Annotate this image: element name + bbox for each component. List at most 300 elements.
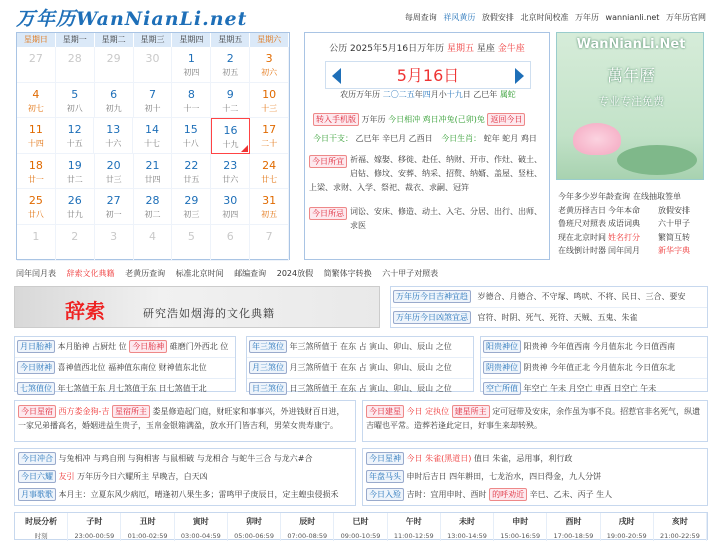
nav-link[interactable]: 闰年闰月表 <box>16 269 56 278</box>
mansion-name: 西方娄金狗-吉 <box>58 407 110 416</box>
lunar-date-line <box>305 89 551 100</box>
hour-name: 寅时 <box>175 513 228 531</box>
day-number: 12 <box>67 123 82 137</box>
day-number: 23 <box>223 158 238 172</box>
day-number: 28 <box>67 52 82 65</box>
row-text: 吉时：宜用申时、酉时 <box>406 490 487 499</box>
row-label: 今日冲合 <box>18 452 56 465</box>
row-text: 本月胎神 占厨灶 位 <box>57 342 127 351</box>
lunar-label: 农历万年历 <box>340 90 381 99</box>
inauspicious-text: 官符、时阴、死气、死符、天贼、五鬼、朱雀 <box>477 313 638 322</box>
conflict-label: 今日相冲 <box>388 115 421 124</box>
back-to-today-button[interactable]: 返回今日 <box>487 113 525 126</box>
calendar-day[interactable] <box>211 189 250 225</box>
lunar-day: 廿七 <box>261 174 278 184</box>
day-number: 29 <box>184 194 199 208</box>
nav-link[interactable]: 老黄历查询 <box>125 269 166 278</box>
calendar-week <box>17 83 289 119</box>
secondary-nav <box>16 268 456 279</box>
weekday-label: 星期日 <box>17 33 56 47</box>
lunar-day: 十九 <box>446 90 463 99</box>
zodiac-sign: 金牛座 <box>497 44 525 54</box>
auspicious-label: 万年历今日吉神宜趋 <box>393 290 471 303</box>
nav-link[interactable]: 辞索文化典籍 <box>66 269 115 278</box>
calendar-day[interactable] <box>56 118 95 154</box>
side-row <box>558 231 708 245</box>
calendar-day[interactable] <box>250 154 289 190</box>
header-link[interactable]: 祥风黄历 <box>443 13 476 22</box>
today-marker-icon <box>241 145 248 152</box>
big-date <box>325 61 531 89</box>
hour-name: 丑时 <box>121 513 174 531</box>
liuyao-value: 友引 <box>58 472 75 481</box>
cisuo-title: 辞索 <box>65 299 105 323</box>
day-number: 1 <box>187 52 195 65</box>
side-row <box>558 217 708 231</box>
banner-calligraphy: 萬年曆 <box>606 66 655 85</box>
day-number: 11 <box>28 123 43 137</box>
day-number: 17 <box>262 123 277 137</box>
panel-row <box>15 337 235 357</box>
lotus-leaf-icon <box>617 145 697 175</box>
lunar-day: 初二 <box>144 210 161 220</box>
weekday-label: 星期三 <box>134 33 173 47</box>
calendar-day[interactable] <box>56 83 95 119</box>
hour-name: 卯时 <box>228 513 281 531</box>
day-number: 7 <box>265 229 273 243</box>
calendar-grid <box>17 47 289 261</box>
promo-banner[interactable] <box>556 32 704 180</box>
panel-row <box>15 378 235 399</box>
star-god-value: 今日 朱雀(黑道日) <box>406 454 472 463</box>
day-number: 10 <box>262 87 277 101</box>
hour-name: 午时 <box>388 513 441 531</box>
calendar-day[interactable] <box>172 225 211 261</box>
calendar-day[interactable] <box>172 47 211 83</box>
day-number: 3 <box>110 229 118 243</box>
day-number: 5 <box>187 229 195 243</box>
row-label: 年盘马头 <box>366 470 404 483</box>
day-number: 31 <box>262 194 277 208</box>
hour-name: 未时 <box>441 513 494 531</box>
row-label: 今日六耀 <box>18 470 56 483</box>
calendar-week <box>17 189 289 225</box>
side-title-row <box>558 190 708 204</box>
day-number: 6 <box>110 87 118 101</box>
calendar-week <box>17 47 289 83</box>
day-number: 28 <box>145 194 160 208</box>
lunar-day: 初五 <box>222 68 239 77</box>
panel-row <box>481 337 707 357</box>
zodiac-animal: 属蛇 <box>499 90 516 99</box>
solar-date-line <box>305 41 549 54</box>
inauspicious-row <box>391 307 707 327</box>
calendar-day[interactable] <box>211 83 250 119</box>
jian-text: 定可冠带及安床，余作虽为事不良。招惹官非名死气，纵遗吉曜也平常。造葬若逢此定日，好事生来却转殃。 <box>366 407 701 430</box>
weekday-label: 星期一 <box>56 33 95 47</box>
hour-name: 时辰分析 <box>15 513 68 531</box>
fetal-god-panel <box>14 336 236 392</box>
lunar-day: 十三 <box>261 103 278 113</box>
panel-row <box>247 357 473 378</box>
hour-names-row <box>15 513 707 531</box>
ganzhi-label: 今日干支： <box>313 134 353 143</box>
day-number: 20 <box>106 158 121 172</box>
calendar-day[interactable] <box>134 225 173 261</box>
side-link[interactable]: 六十甲子 <box>658 219 690 228</box>
calendar-day[interactable] <box>17 47 56 83</box>
hour-time: 11:00-12:59 <box>388 531 441 541</box>
calendar-day[interactable] <box>56 225 95 261</box>
hour-time: 01:00-02:59 <box>121 531 174 541</box>
star-god-panel <box>362 448 708 506</box>
calendar-day[interactable] <box>250 47 289 83</box>
side-link[interactable]: 成语词典 <box>608 219 640 228</box>
day-number: 7 <box>149 87 156 101</box>
day-number: 19 <box>67 158 82 172</box>
day-number: 9 <box>226 87 234 101</box>
lunar-day: 十四 <box>27 139 44 149</box>
calendar-day[interactable] <box>250 118 289 154</box>
calendar-day[interactable] <box>95 189 134 225</box>
day-number: 15 <box>183 123 198 137</box>
hour-name: 戌时 <box>601 513 654 531</box>
lunar-day: 廿五 <box>183 174 200 184</box>
today-suitable <box>309 153 547 195</box>
lunar-day: 初一 <box>105 210 122 220</box>
panel-row <box>15 357 235 378</box>
calendar-day[interactable] <box>17 118 56 154</box>
calendar-day[interactable] <box>133 118 172 154</box>
hour-name: 酉时 <box>547 513 600 531</box>
row-text: 月三煞所值于 在东 占 寅山、卯山、辰山 之位 <box>289 363 452 372</box>
hour-time: 时刻 <box>15 531 68 541</box>
header-links <box>401 12 706 23</box>
calendar-day[interactable] <box>17 154 56 190</box>
nav-link[interactable]: 六十甲子对照表 <box>382 269 439 278</box>
jian-name: 今日 定执位 <box>406 407 450 416</box>
day-number: 4 <box>149 229 156 243</box>
calendar-day[interactable] <box>211 154 250 190</box>
calendar-day[interactable] <box>211 118 251 154</box>
calendar-day[interactable] <box>94 118 133 154</box>
next-day-arrow-icon[interactable] <box>515 68 524 84</box>
side-row <box>558 244 708 258</box>
row-label: 的呼劝近 <box>489 488 527 501</box>
row-label: 空亡所值 <box>483 382 521 395</box>
inauspicious-label: 万年历今日凶煞宜忌 <box>393 311 471 324</box>
weekday-label: 星期五 <box>211 33 250 47</box>
lunar-day: 初十 <box>144 103 161 113</box>
row-text: 万年历今日六耀所主 早晚吉，白天凶 <box>77 472 208 481</box>
side-link[interactable]: 鲁班尺对照表 <box>558 219 606 228</box>
row-text: 本月主：立夏东风少病厄，晴逢初八果生多；雷鸣甲子庚辰日，定主蝗虫侵损禾 <box>58 490 339 499</box>
panel-row <box>366 468 704 486</box>
lunar-day: 廿二 <box>66 174 83 184</box>
lunar-day: 廿四 <box>144 174 161 184</box>
day-number: 5 <box>71 87 79 101</box>
day-number: 4 <box>32 87 40 101</box>
lunar-day: 十九 <box>222 140 239 150</box>
panel-row <box>247 378 473 399</box>
shengxiao-label: 今日生肖： <box>441 134 482 143</box>
calendar-day[interactable] <box>211 225 250 261</box>
zodiac-label: 星座 <box>476 44 495 54</box>
auspicious-panel <box>390 286 708 328</box>
day-number: 24 <box>262 158 277 172</box>
calendar-week <box>17 154 289 190</box>
lunar-day: 十一 <box>183 103 200 113</box>
day-number: 13 <box>106 123 121 137</box>
lunar-day: 廿九 <box>66 210 83 220</box>
calendar-day[interactable] <box>172 189 211 225</box>
mobile-version-button[interactable]: 转入手机版 <box>313 113 359 126</box>
lunar-day: 初四 <box>183 68 200 77</box>
day-number: 16 <box>223 124 238 138</box>
calendar-day[interactable] <box>172 154 211 190</box>
suitable-label: 今日所宜 <box>309 155 347 168</box>
row-label: 今日星宿 <box>18 405 56 418</box>
row-label: 阳贵神位 <box>483 340 521 353</box>
row-label: 月三煞位 <box>249 361 287 374</box>
nav-link[interactable]: 邮编查询 <box>234 269 267 278</box>
header <box>0 0 720 32</box>
panel-row <box>18 450 352 468</box>
calendar-day[interactable] <box>250 189 289 225</box>
side-links <box>558 190 708 258</box>
calendar-day[interactable] <box>95 83 134 119</box>
side-link[interactable]: 今年多少岁年龄查询 <box>558 192 630 201</box>
lunar-day: 十二 <box>222 103 239 113</box>
hour-time: 07:00-08:59 <box>281 531 334 541</box>
calendar-day[interactable] <box>134 83 173 119</box>
row-label: 阴贵神位 <box>483 361 521 374</box>
row-text: 值日 朱雀，忌用事，利行政 <box>473 454 573 463</box>
weekday-label: 星期二 <box>95 33 134 47</box>
header-link[interactable]: wannianli.net <box>605 13 660 22</box>
side-link[interactable]: 姓名打分 <box>608 232 640 242</box>
day-number: 29 <box>106 52 121 65</box>
calendar-day[interactable] <box>56 189 95 225</box>
side-link[interactable]: 繁简互转 <box>658 232 690 242</box>
row-text: 与兔相冲 与鸡自刑 与狗相害 与鼠相破 与龙相合 与蛇牛三合 与龙六#合 <box>58 454 313 463</box>
nav-link[interactable]: 简繁体字转换 <box>323 269 372 278</box>
row-text: 辛巳、乙未、丙子 生人 <box>529 490 613 499</box>
hour-time: 09:00-10:59 <box>334 531 387 541</box>
side-link[interactable]: 新华字典 <box>658 246 690 255</box>
day-number: 8 <box>187 87 195 101</box>
day-number: 1 <box>32 229 40 243</box>
hour-time: 21:00-22:59 <box>654 531 707 541</box>
lunar-year-unit: 年 <box>414 90 423 99</box>
shengxiao-value: 蛇年 蛇月 鸡日 <box>483 134 537 143</box>
row-text: 喜神值西北位 <box>57 363 106 372</box>
cisuo-subtitle: 研究浩如烟海的文化典籍 <box>143 307 275 320</box>
hour-time: 17:00-18:59 <box>547 531 600 541</box>
side-link[interactable]: 放假安排 <box>658 205 690 215</box>
auspicious-row <box>391 287 707 307</box>
cisuo-banner[interactable] <box>14 286 380 328</box>
calendar-week <box>17 118 289 154</box>
lunar-day: 十六 <box>105 139 122 149</box>
side-link[interactable]: 现在北京时间 <box>558 232 606 242</box>
hour-time: 13:00-14:59 <box>441 531 494 541</box>
side-link[interactable]: 老黄历择吉日 <box>558 205 606 215</box>
lunar-day: 初五 <box>261 210 278 220</box>
side-link[interactable]: 今年本命 <box>608 205 640 215</box>
date-info-panel <box>304 32 550 260</box>
calendar-day[interactable] <box>17 189 56 225</box>
calendar-day[interactable] <box>250 83 289 119</box>
panel-row <box>481 378 707 399</box>
lunar-day: 初九 <box>105 103 122 113</box>
calendar-day[interactable] <box>134 189 173 225</box>
weekday: 星期五 <box>447 44 475 54</box>
row-text: 碓磨门外西北 位 <box>169 342 229 351</box>
star-mansion-panel <box>14 400 356 442</box>
calendar-day[interactable] <box>17 225 56 261</box>
day-number: 25 <box>28 194 43 208</box>
lunar-day: 廿八 <box>27 210 44 220</box>
lunar-day: 初三 <box>183 210 200 220</box>
lunar-year: 二〇二五 <box>382 90 415 99</box>
panel-row <box>247 337 473 357</box>
lunar-day: 廿三 <box>105 174 122 184</box>
day-number: 30 <box>223 194 238 208</box>
three-sha-panel <box>246 336 474 392</box>
row-label: 月事歌歌 <box>18 488 56 501</box>
calendar-day[interactable] <box>134 154 173 190</box>
ganzhi-value: 乙巳年 辛巳月 乙酉日 <box>355 134 433 143</box>
big-date-text: 5月16日 <box>396 66 460 85</box>
lunar-day-unit: 日 乙巳年 <box>462 90 498 99</box>
site-logo[interactable]: 万年历WanNianLi.net <box>16 8 248 30</box>
day-number: 14 <box>145 123 160 137</box>
side-row <box>558 204 708 218</box>
side-link[interactable]: 在线倒计时器 <box>558 246 606 255</box>
row-label: 今日财神 <box>17 361 55 374</box>
hour-time: 05:00-06:59 <box>228 531 281 541</box>
calendar-day[interactable] <box>56 47 95 83</box>
side-link[interactable]: 闰年闰月 <box>608 246 640 255</box>
row-text: 福神值东南位 财神值东北位 <box>108 363 207 372</box>
calendar-day[interactable] <box>95 154 134 190</box>
calendar-day[interactable] <box>211 47 250 83</box>
calendar-day[interactable] <box>95 225 134 261</box>
banner-title: WanNianLi.Net <box>576 37 686 52</box>
header-link[interactable]: 放假安排 <box>481 13 514 22</box>
row-text: 月七煞值于东 日七煞值于北 <box>108 384 207 393</box>
row-label: 今日星神 <box>366 452 404 465</box>
row-text: 年三煞所值于 在东 占 寅山、卯山、辰山 之位 <box>289 342 452 351</box>
calendar-day[interactable] <box>172 118 211 154</box>
nav-link[interactable]: 2024放假 <box>276 269 314 278</box>
panel-row <box>18 468 352 486</box>
row-label: 日三煞位 <box>249 382 287 395</box>
hour-time: 15:00-16:59 <box>494 531 547 541</box>
day-number: 18 <box>28 158 43 172</box>
hour-time: 03:00-04:59 <box>175 531 228 541</box>
day-number: 21 <box>145 158 160 172</box>
jian-star-panel <box>362 400 708 442</box>
day-number: 2 <box>71 229 79 243</box>
hour-name: 子时 <box>68 513 121 531</box>
auspicious-text: 岁德合、月德合、不守塚、鸣吠、不将、民日、三合、要安 <box>477 292 686 301</box>
ganzhi-line <box>313 133 545 144</box>
calendar-day[interactable] <box>56 154 95 190</box>
lunar-day: 初七 <box>27 103 44 113</box>
day-number: 3 <box>265 52 273 65</box>
day-number: 2 <box>226 52 234 65</box>
avoid-list: 词讼、安床、修造、动土、入宅、分居、出行、出师、求医 <box>350 207 542 230</box>
day-number: 22 <box>184 158 199 172</box>
month-calendar <box>16 32 290 260</box>
lunar-month: 四 <box>422 90 431 99</box>
header-link[interactable]: 每周查询 <box>404 13 437 22</box>
calendar-day[interactable] <box>172 83 211 119</box>
row-label: 星宿所主 <box>112 405 150 418</box>
day-number: 27 <box>28 52 43 65</box>
row-label: 今日入殓 <box>366 488 404 501</box>
row-text: 年七煞值于东 <box>57 384 106 393</box>
row-label: 月日胎神 <box>17 340 55 353</box>
weekday-label: 星期四 <box>172 33 211 47</box>
weekday-header <box>17 33 289 47</box>
calendar-day[interactable] <box>95 47 134 83</box>
weekday-label: 星期六 <box>250 33 289 47</box>
today-head: 万年历 <box>361 115 386 124</box>
header-link[interactable]: 万年历官网 <box>666 13 706 22</box>
day-number: 30 <box>145 52 160 65</box>
lunar-month-unit: 月小 <box>430 90 447 99</box>
calendar-day[interactable] <box>17 83 56 119</box>
row-label: 七煞值位 <box>17 382 55 395</box>
today-conflict-line <box>313 113 545 126</box>
prev-day-arrow-icon[interactable] <box>332 68 341 84</box>
banner-slogan: 专业专注免费 <box>598 95 664 108</box>
calendar-day[interactable] <box>134 47 173 83</box>
hour-time: 23:00-00:59 <box>68 531 121 541</box>
solar-date: 公历 2025年5月16日万年历 <box>329 44 445 54</box>
lunar-day: 十五 <box>66 139 83 149</box>
conflict-panel <box>14 448 356 506</box>
day-number: 26 <box>67 194 82 208</box>
lunar-day: 十七 <box>144 139 161 149</box>
row-text: 阴贵神 今年值正北 今月值东北 今日值东北 <box>523 363 676 372</box>
lunar-day: 初六 <box>261 68 278 77</box>
row-label: 年三煞位 <box>249 340 287 353</box>
row-text: 申时后吉日 四年耕田，七龙治水，四日得金，九人分饼 <box>406 472 602 481</box>
lunar-day: 初八 <box>66 103 83 113</box>
mansion-text: 娄星修造起门庭，财旺家和事事兴，外进钱财百日进，一家兄弟播高名，婚姻进益生贵子，玉帛金银箱满盈，放水开门皆吉利，男荣女贵寿康宁。 <box>18 407 345 430</box>
hour-name: 辰时 <box>281 513 334 531</box>
panel-row <box>481 357 707 378</box>
side-link[interactable]: 在线抽取签单 <box>633 192 681 201</box>
calendar-week <box>17 225 289 261</box>
header-link[interactable]: 万年历 <box>575 13 599 22</box>
calendar-day[interactable] <box>250 225 289 261</box>
lunar-day: 初四 <box>222 210 239 220</box>
header-link[interactable]: 北京时间校准 <box>520 13 569 22</box>
nav-link[interactable]: 标准北京时间 <box>175 269 224 278</box>
hour-name: 亥时 <box>654 513 707 531</box>
row-text: 年空亡 午未 月空亡 申酉 日空亡 午未 <box>523 384 657 393</box>
lunar-day: 二十 <box>261 139 278 149</box>
today-avoid <box>309 205 547 233</box>
hour-table <box>14 512 708 540</box>
suitable-list: 祈福、嫁娶、移徙、赴任、纳财、开市、作灶、破土、启钻、修坟、安葬、纳采、招赘、纳婿、盖屋、竖柱、上梁、求财、入学、祭祀、裁衣、求嗣、冠笄 <box>309 155 542 192</box>
lunar-day: 廿一 <box>27 174 44 184</box>
